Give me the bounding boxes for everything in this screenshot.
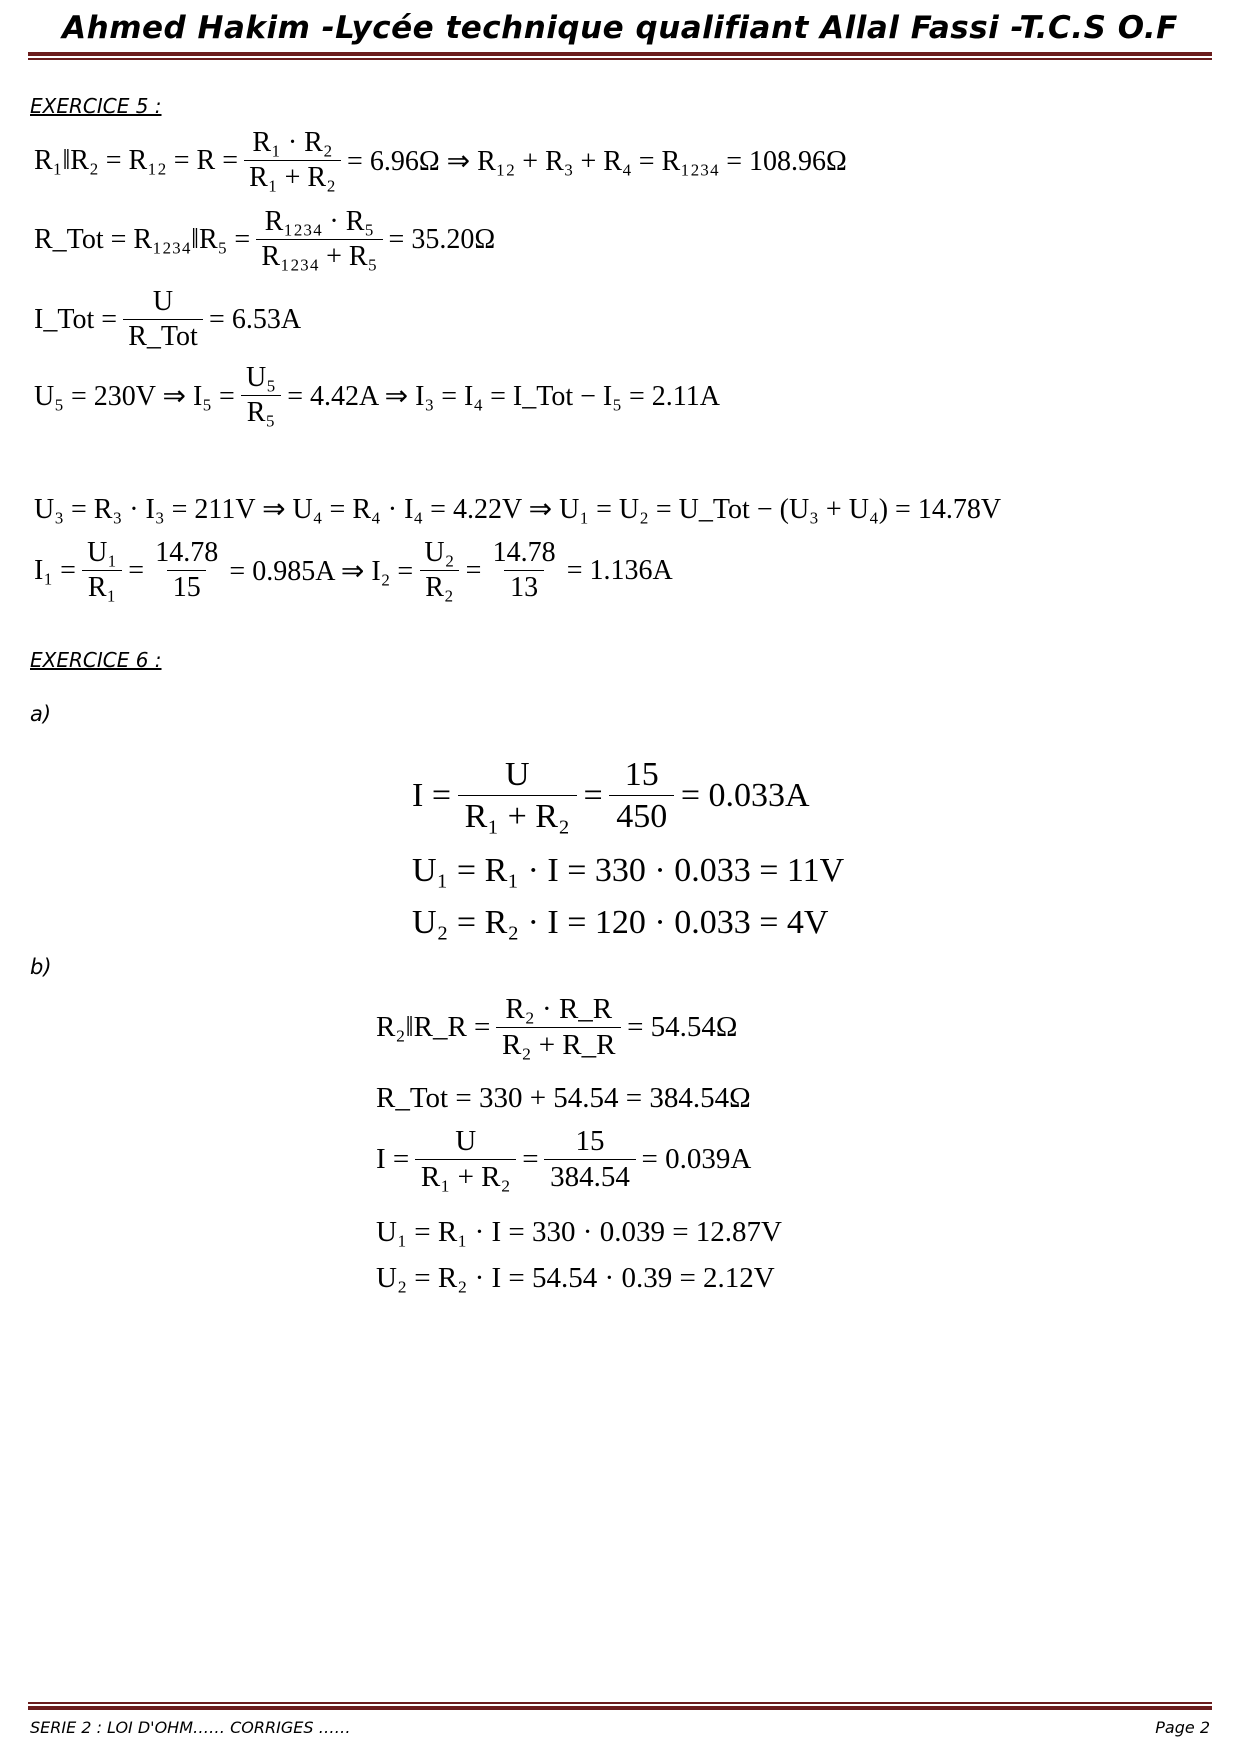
ex5-eq6-mid: = 0.985A ⇒ I₂ = — [229, 555, 414, 587]
ex5-equation-4 — [34, 363, 720, 428]
ex5-eq2-fraction — [256, 207, 383, 272]
ex5-eq1-fraction — [244, 128, 342, 193]
ex6b-equation-3 — [376, 1126, 751, 1194]
ex5-eq1-numerator: R₁ · R₂ — [252, 127, 333, 158]
ex6a-eq1-num-2: 15 — [624, 756, 659, 793]
ex6b-eq1-result: = 54.54Ω — [627, 1011, 738, 1044]
ex6b-eq1-numerator: R₂ · R_R — [505, 993, 613, 1025]
ex5-eq6-num-3: U₂ — [424, 537, 455, 568]
ex6b-equation-2 — [376, 1082, 751, 1115]
ex5-eq6-den-1: R₁ — [82, 570, 122, 603]
ex6a-eq1-den-2: 450 — [609, 795, 674, 835]
ex5-eq4-lhs: U₅ = 230V ⇒ I₅ = — [34, 380, 235, 412]
ex5-eq3-numerator: U — [152, 286, 174, 317]
ex5-eq2-lhs: R_Tot = R₁₂₃₄‖R₅ = — [34, 223, 251, 255]
header-rule-thick — [28, 52, 1212, 56]
ex5-eq1-result: = 6.96Ω ⇒ R₁₂ + R₃ + R₄ = R₁₂₃₄ = 108.96Ω — [347, 145, 847, 177]
ex6b-eq3-fraction-2 — [544, 1126, 635, 1194]
ex5-equation-3 — [34, 287, 301, 352]
exercise-6-title: EXERCICE 6 : — [30, 648, 162, 672]
footer-rule-thin — [28, 1702, 1212, 1704]
ex6a-eq1-equals: = — [583, 776, 603, 814]
ex5-eq4-fraction — [240, 363, 281, 428]
ex5-eq2-denominator: R₁₂₃₄ + R₅ — [256, 239, 383, 272]
ex5-eq6-equals-2: = — [465, 554, 482, 586]
ex6b-eq3-result: = 0.039A — [641, 1143, 752, 1176]
ex6b-eq3-fraction-1 — [415, 1126, 516, 1194]
ex6a-eq1-fraction-2 — [609, 756, 674, 835]
ex6a-equation-3 — [412, 904, 828, 942]
ex6b-equation-5 — [376, 1262, 775, 1295]
ex6b-eq1-fraction — [496, 994, 621, 1062]
ex6a-eq1-den-1: R₁ + R₂ — [458, 795, 577, 835]
ex5-eq6-num-4: 14.78 — [492, 537, 556, 568]
ex6a-eq1-num-1: U — [504, 756, 530, 793]
ex6b-equation-4 — [376, 1216, 782, 1249]
ex6a-equation-2 — [412, 852, 844, 890]
ex6a-eq1-fraction-1 — [458, 756, 577, 835]
ex6b-equation-1 — [376, 994, 738, 1062]
ex5-eq4-result: = 4.42A ⇒ I₃ = I₄ = I_Tot − I₅ = 2.11A — [287, 380, 720, 412]
ex6a-eq1-lhs: I = — [412, 776, 451, 814]
ex5-eq6-fraction-3 — [419, 538, 460, 603]
ex6a-eq1-result: = 0.033A — [680, 776, 810, 814]
ex5-eq3-result: = 6.53A — [209, 303, 302, 335]
ex5-eq6-den-3: R₂ — [420, 570, 460, 603]
ex5-eq4-denominator: R₅ — [241, 395, 281, 428]
footer-page-number: Page 2 — [1155, 1718, 1210, 1737]
footer-series-label: SERIE 2 : LOI D'OHM…… CORRIGES …… — [30, 1718, 351, 1737]
ex5-eq6-num-2: 14.78 — [155, 537, 219, 568]
ex6b-eq3-lhs: I = — [376, 1143, 410, 1176]
part-b-label: b) — [30, 955, 52, 979]
ex5-eq6-fraction-4 — [487, 538, 561, 603]
ex6b-eq2-text: R_Tot = 330 + 54.54 = 384.54Ω — [376, 1082, 751, 1114]
ex5-eq2-result: = 35.20Ω — [388, 223, 496, 255]
ex5-eq1-parallel: R₁‖R₂ = R₁₂ = R = — [34, 144, 238, 176]
ex5-eq6-den-2: 15 — [167, 570, 206, 603]
ex5-eq6-equals: = — [128, 554, 145, 586]
ex6b-eq3-den-1: R₁ + R₂ — [415, 1159, 516, 1193]
ex6b-eq3-num-1: U — [455, 1125, 477, 1157]
ex5-eq3-lhs: I_Tot = — [34, 303, 118, 335]
ex6b-eq3-den-2: 384.54 — [544, 1159, 635, 1193]
ex5-eq6-fraction-2 — [150, 538, 224, 603]
ex6b-eq3-num-2: 15 — [575, 1125, 605, 1157]
header-rule-thin — [28, 58, 1212, 60]
ex5-eq3-denominator: R_Tot — [123, 319, 204, 352]
ex5-eq1-denominator: R₁ + R₂ — [244, 160, 342, 193]
ex6b-eq1-denominator: R₂ + R_R — [496, 1027, 621, 1061]
ex6a-eq2-text: U₁ = R₁ · I = 330 · 0.033 = 11V — [412, 852, 845, 889]
exercise-5-title: EXERCICE 5 : — [30, 94, 162, 118]
ex6b-eq4-text: U₁ = R₁ · I = 330 · 0.039 = 12.87V — [376, 1216, 782, 1248]
ex5-equation-2 — [34, 207, 495, 272]
ex5-eq6-den-4: 13 — [504, 570, 543, 603]
ex6a-equation-1 — [412, 756, 810, 835]
ex5-eq4-numerator: U₅ — [246, 362, 276, 393]
ex5-equation-6 — [34, 538, 673, 603]
ex5-equation-1 — [34, 128, 847, 193]
ex5-eq5-text: U₃ = R₃ · I₃ = 211V ⇒ U₄ = R₄ · I₄ = 4.22V ⇒ U₁ = U₂ = U_Tot − (U₃ + U₄) = 14.78V — [34, 494, 1002, 525]
ex6b-eq5-text: U₂ = R₂ · I = 54.54 · 0.39 = 2.12V — [376, 1262, 775, 1294]
ex5-eq3-fraction — [123, 287, 204, 352]
ex6a-eq3-text: U₂ = R₂ · I = 120 · 0.033 = 4V — [412, 904, 829, 941]
ex6b-eq1-lhs: R₂‖R_R = — [376, 1011, 491, 1044]
ex5-equation-5 — [34, 492, 1001, 526]
ex5-eq6-fraction-1 — [81, 538, 122, 603]
ex5-eq6-result: = 1.136A — [566, 554, 673, 586]
part-a-label: a) — [30, 702, 52, 726]
page-header-title: Ahmed Hakim -Lycée technique qualifiant Allal Fassi -T.C.S O.F — [62, 10, 1178, 46]
footer-rule-thick — [28, 1706, 1212, 1710]
ex5-eq2-numerator: R₁₂₃₄ · R₅ — [264, 206, 375, 237]
ex6b-eq3-equals: = — [522, 1143, 539, 1176]
ex5-eq6-lhs: I₁ = — [34, 554, 76, 586]
ex5-eq6-num-1: U₁ — [87, 537, 118, 568]
